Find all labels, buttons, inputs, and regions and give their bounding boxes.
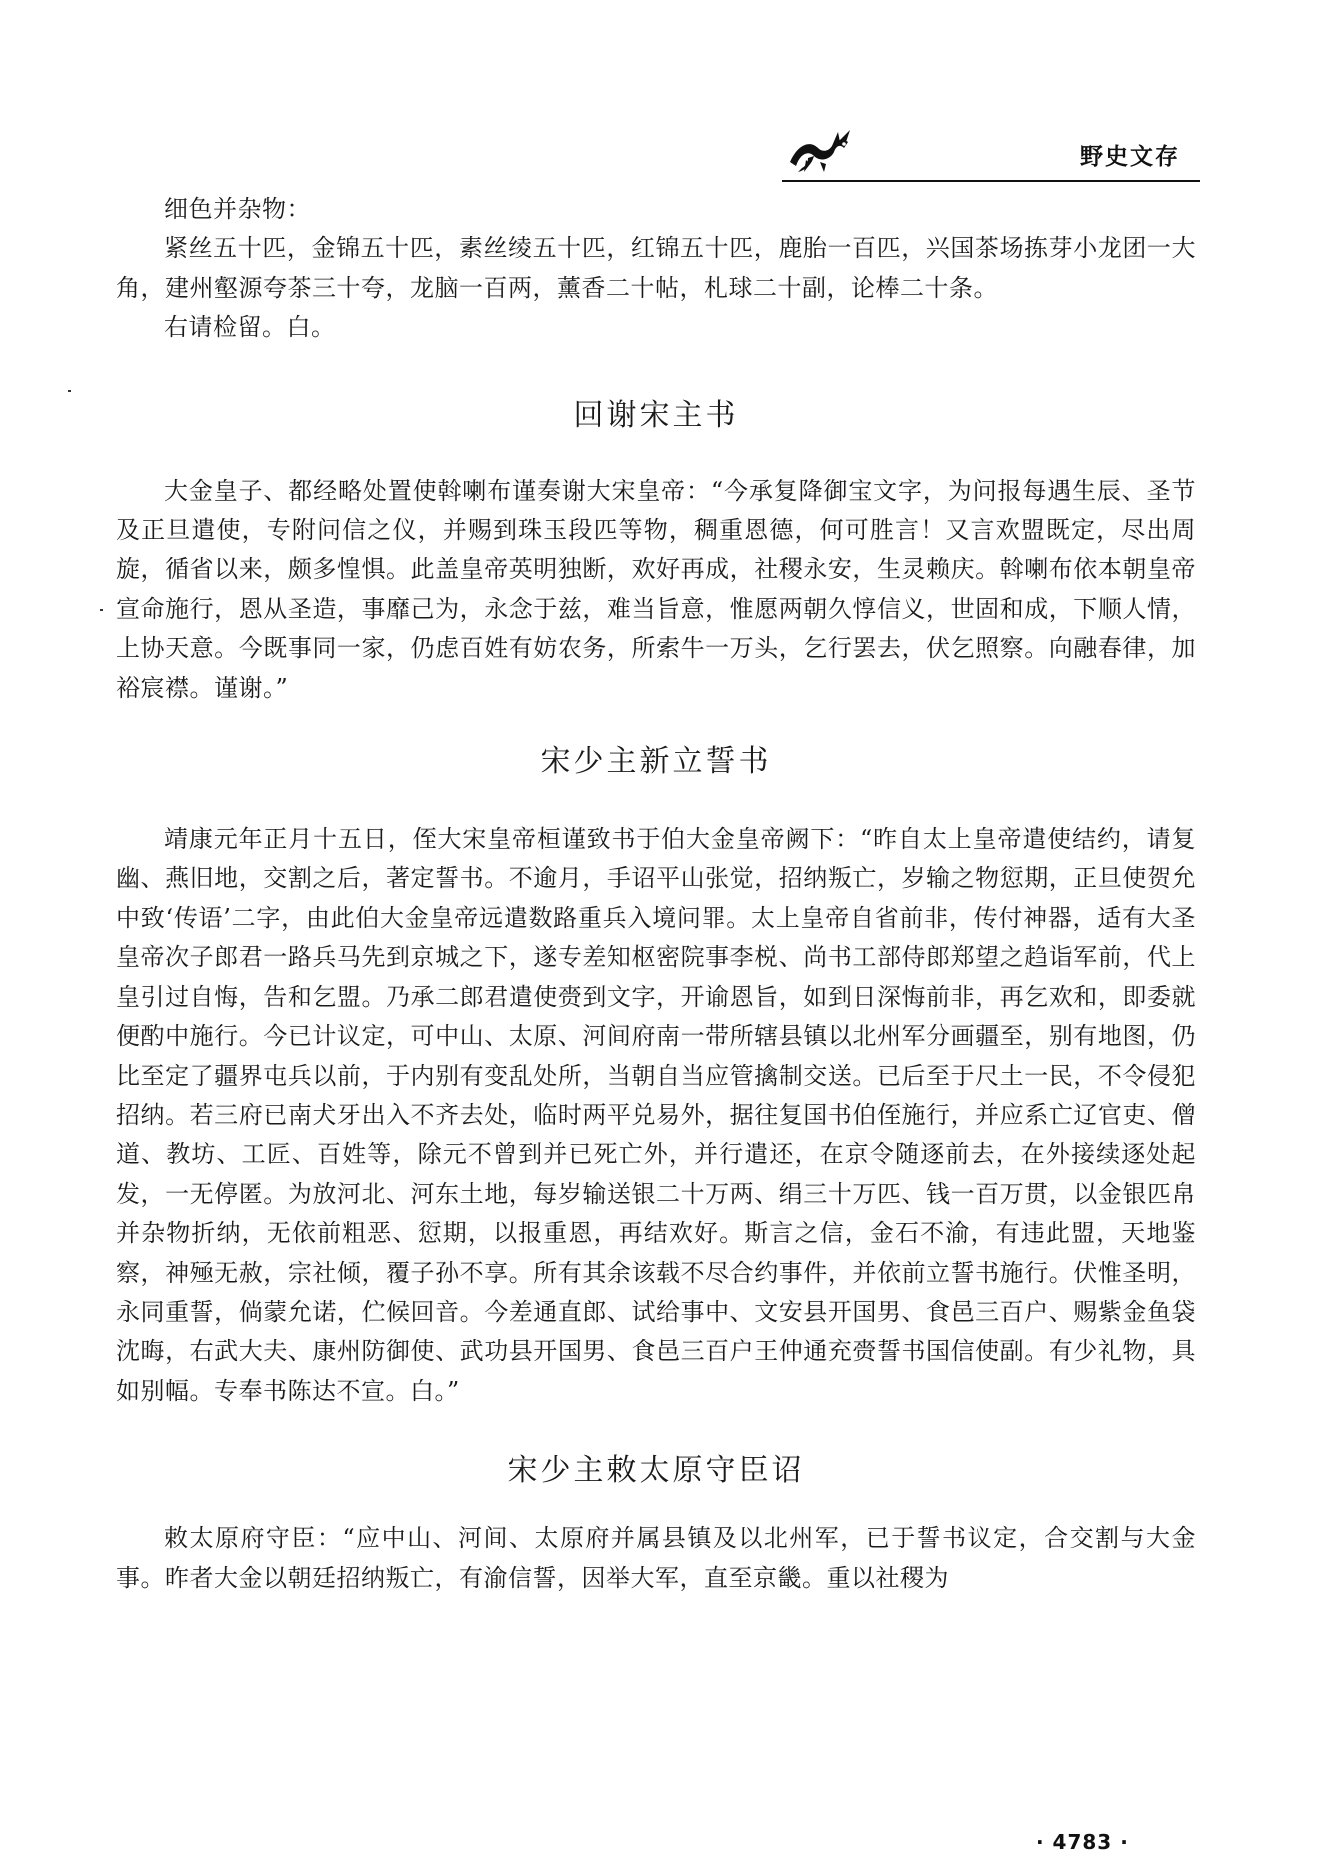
body-paragraph: 右请检留。白。 bbox=[164, 313, 336, 342]
dragon-icon bbox=[784, 122, 856, 178]
running-header-title: 野史文存 bbox=[1080, 144, 1180, 170]
section-heading: 宋少主新立誓书 bbox=[540, 744, 772, 780]
body-paragraph: 大金皇子、都经略处置使斡喇布谨奏谢大宋皇帝：“今承复降御宝文字，为问报每遇生辰、圣节及正旦遣使，专附问信之仪，并赐到珠玉段匹等物，稠重恩德，何可胜言！又言欢盟既定，尽出周旋，循省以来，颇多惶惧。此盖皇帝英明独断，欢好再成，社稷永安，生灵赖庆。斡喇布依本朝皇帝宣命施行，恩从圣造，事靡己为，永念于兹，难当旨意，惟愿两朝久惇信义，世固和成，下顺人情，上协天意。今既事同一家，仍虑百姓有妨农务，所索牛一万头，乞行罢去，伏乞照察。向融春律，加裕宸襟。谨谢。” bbox=[116, 476, 1196, 702]
body-paragraph: 靖康元年正月十五日，侄大宋皇帝桓谨致书于伯大金皇帝阙下：“昨自太上皇帝遣使结约，请复幽、燕旧地，交割之后，著定誓书。不逾月，手诏平山张觉，招纳叛亡，岁输之物愆期，正旦使贺允中致‘传语’二字，由此伯大金皇帝远遣数路重兵入境问罪。太上皇帝自省前非，传付神器，适有大圣皇帝次子郎君一路兵马先到京城之下，遂专差知枢密院事李棁、尚书工部侍郎郑望之趋诣军前，代上皇引过自悔，告和乞盟。乃承二郎君遣使赍到文字，开谕恩旨，如到日深悔前非，再乞欢和，即委就便酌中施行。今已计议定，可中山、太原、河间府南一带所辖县镇以北州军分画疆至，别有地图，仍比至定了疆界屯兵以前，于内别有变乱处所，当朝自当应管擒制交送。已后至于尺土一民，不令侵犯招纳。若三府已南犬牙出入不齐去处，临时两平兑易外，据往复国书伯侄施行，并应系亡辽官吏、僧道、教坊、工匠、百姓等，除元不曾到并已死亡外，并行遣还，在京令随逐前去，在外接续逐处起发，一无停匿。为放河北、河东土地，每岁输送银二十万两、绢三十万匹、钱一百万贯，以金银匹帛并杂物折纳，无依前粗恶、愆期，以报重恩，再结欢好。斯言之信，金石不渝，有违此盟，天地鉴察，神殛无赦，宗社倾，覆子孙不享。所有其余该载不尽合约事件，并依前立誓书施行。伏惟圣明，永同重誓，倘蒙允诺，伫候回音。今差通直郎、试给事中、文安县开国男、食邑三百户、赐紫金鱼袋沈晦，右武大夫、康州防御使、武功县开国男、食邑三百户王仲通充赍誓书国信使副。有少礼物，具如别幅。专奉书陈达不宣。白。” bbox=[116, 825, 1196, 1405]
page-number: · 4783 · bbox=[1036, 1830, 1129, 1854]
section-heading: 回谢宋主书 bbox=[573, 397, 739, 433]
scan-speck bbox=[100, 609, 103, 611]
section-heading: 宋少主敕太原守臣诏 bbox=[507, 1453, 805, 1489]
scan-speck bbox=[68, 390, 71, 392]
body-paragraph: 细色并杂物： bbox=[164, 195, 311, 223]
body-paragraph: 紧丝五十匹，金锦五十匹，素丝绫五十匹，红锦五十匹，鹿胎一百匹，兴国茶场拣芽小龙团一大角，建州壑源夸茶三十夸，龙脑一百两，薰香二十帖，札球二十副，论棒二十条。 bbox=[116, 234, 1196, 302]
header-rule bbox=[782, 180, 1200, 182]
body-paragraph: 敕太原府守臣：“应中山、河间、太原府并属县镇及以北州军，已于誓书议定，合交割与大金事。昨者大金以朝廷招纳叛亡，有渝信誓，因举大军，直至京畿。重以社稷为 bbox=[116, 1524, 1196, 1592]
page-body bbox=[116, 190, 1196, 1598]
